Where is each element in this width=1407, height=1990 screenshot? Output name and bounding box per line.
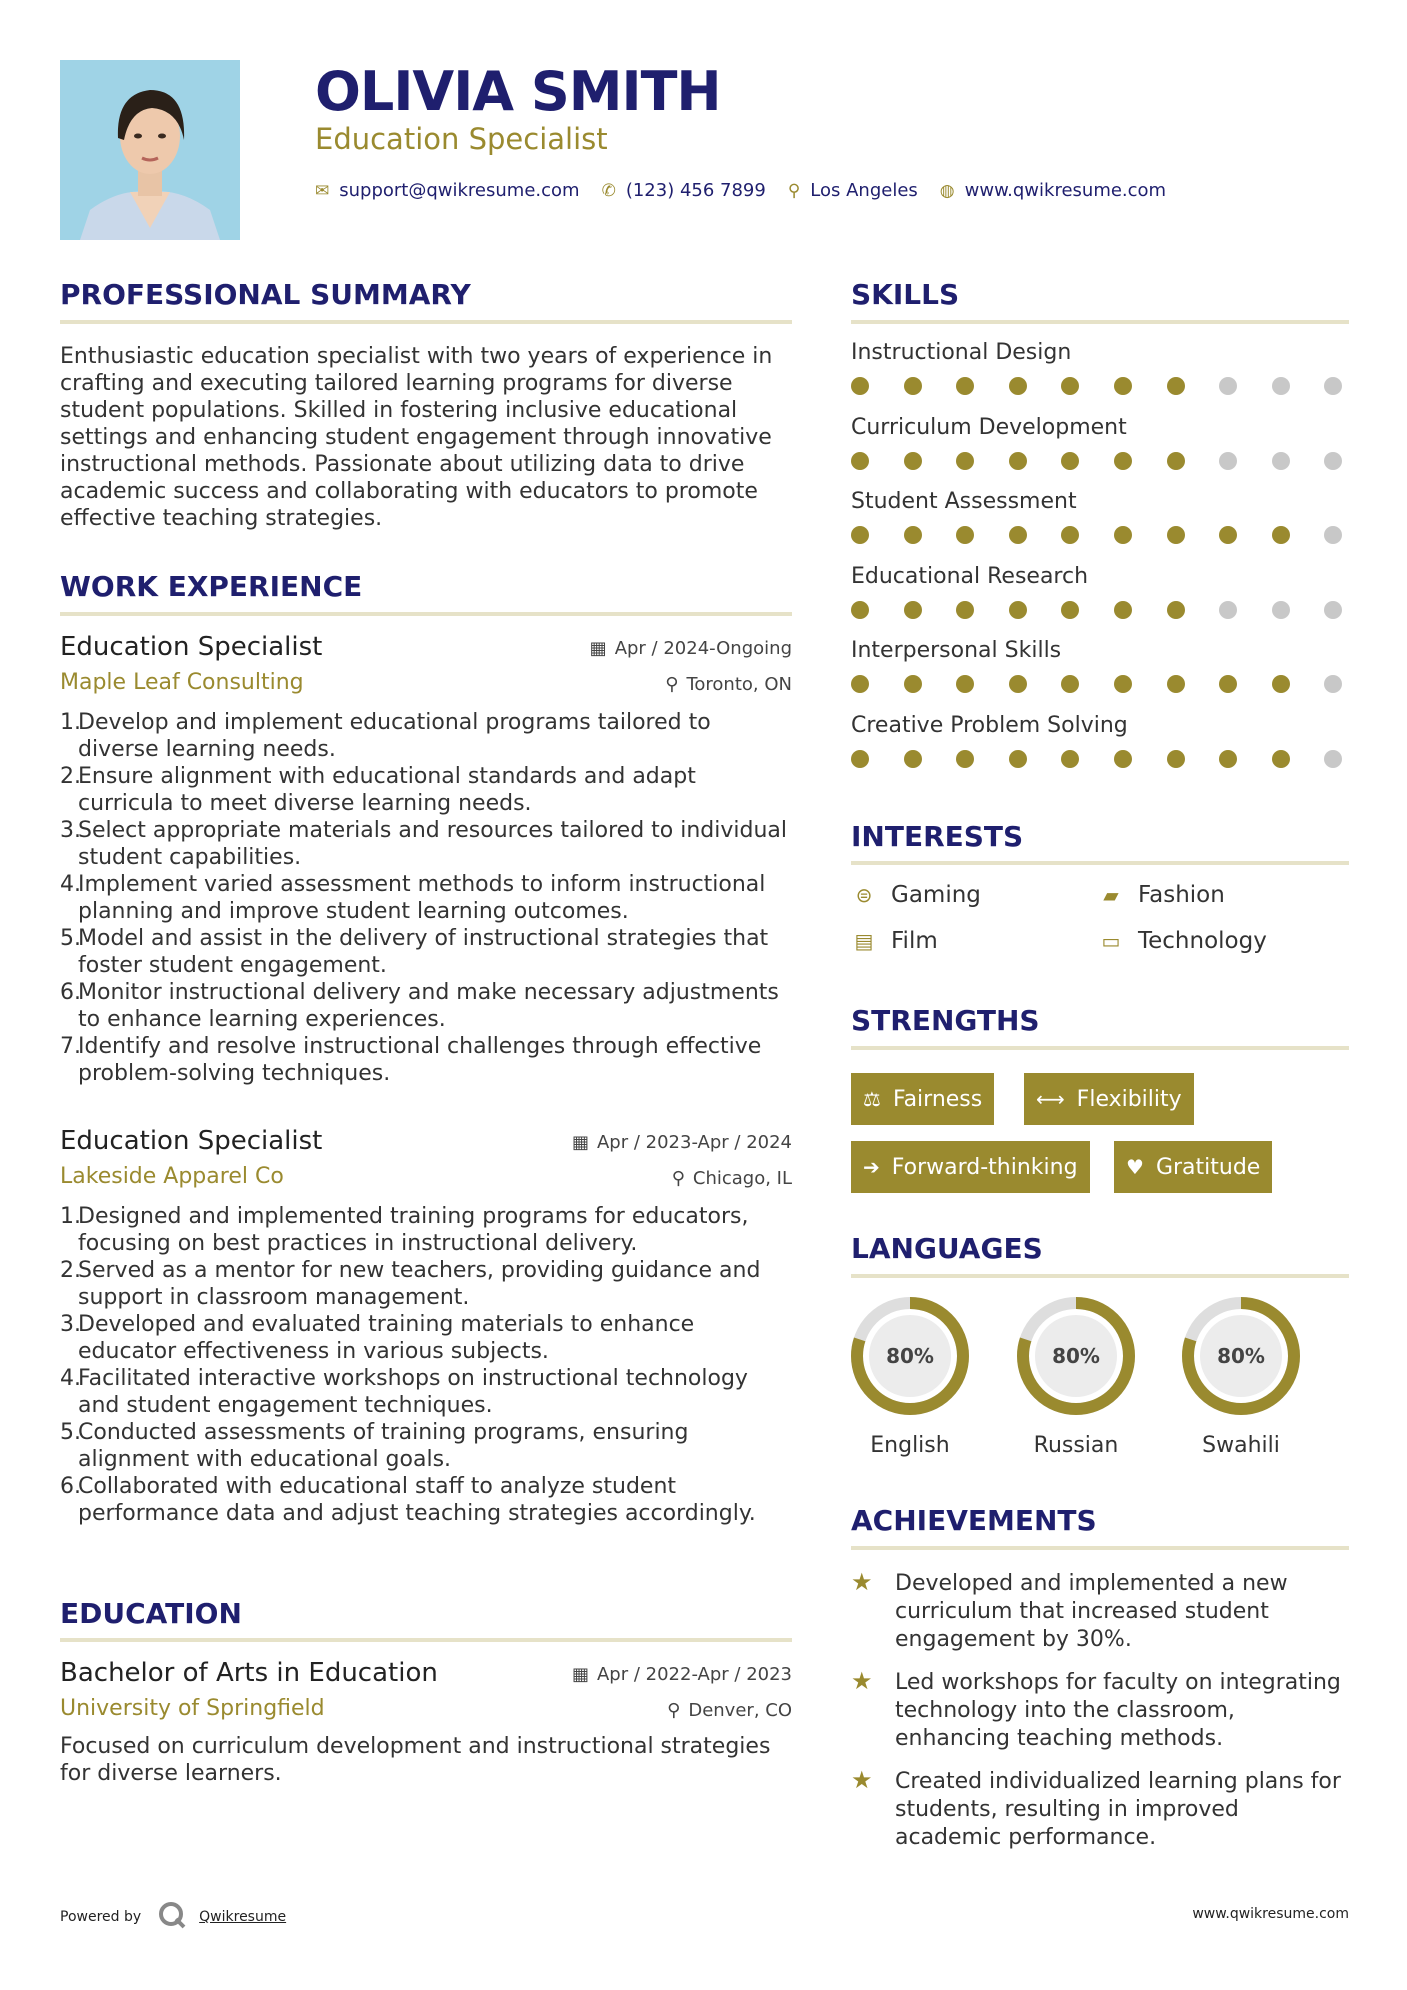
bullet-text: Select appropriate materials and resources tailored to individual student capabilities. (78, 818, 788, 870)
bullet-item (60, 1033, 792, 1087)
location-text: Los Angeles (810, 180, 918, 201)
pin-icon: ⚲ (671, 1168, 685, 1189)
skill-name: Instructional Design (851, 340, 1072, 365)
bullet-text: Implement varied assessment methods to inform instructional planning and improve student learning outcomes. (78, 872, 766, 924)
map-pin-icon: ⚲ (787, 180, 801, 201)
education-location-text: Denver, CO (688, 1700, 792, 1721)
bullet-text: Collaborated with educational staff to analyze student performance data and adjust teaching strategies accordingly. (78, 1474, 756, 1526)
laptop-icon: ▭ (1101, 929, 1121, 953)
rating-dot-filled (1272, 526, 1290, 544)
language-name: Swahili (1202, 1433, 1280, 1458)
section-divider (851, 1274, 1349, 1278)
job-bullets (60, 1203, 792, 1527)
bullet-number: 5. (60, 926, 81, 951)
bullet-number: 4. (60, 872, 81, 897)
bullet-text: Identify and resolve instructional challenges through effective problem-solving techniques. (78, 1034, 762, 1086)
language-item (1178, 1293, 1304, 1458)
interest-technology (1098, 928, 1267, 954)
section-divider (851, 861, 1349, 865)
qwikresume-logo-icon (157, 1900, 187, 1934)
bullet-item (60, 763, 792, 817)
skill-item (851, 340, 1349, 397)
bullet-text: Monitor instructional delivery and make necessary adjustments to enhance learning experiences. (78, 980, 779, 1032)
rating-dot-filled (1009, 750, 1027, 768)
language-name: Russian (1033, 1433, 1119, 1458)
rating-dot-filled (904, 601, 922, 619)
job-date-text: Apr / 2023-Apr / 2024 (596, 1132, 792, 1153)
film-icon: ▤ (854, 929, 874, 953)
language-item (847, 1293, 973, 1458)
contact-phone[interactable] (602, 180, 766, 201)
candidate-title: Education Specialist (315, 122, 608, 156)
job-company: Lakeside Apparel Co (60, 1164, 284, 1189)
interest-label: Film (891, 928, 938, 954)
rating-dot-filled (1219, 526, 1237, 544)
skill-rating (851, 526, 1349, 546)
bullet-item (60, 1473, 792, 1527)
bullet-number: 4. (60, 1366, 81, 1391)
brand-link[interactable]: Qwikresume (199, 1909, 287, 1925)
rating-dot-filled (1009, 526, 1027, 544)
rating-dot-filled (1167, 452, 1185, 470)
bullet-item (60, 817, 792, 871)
rating-dot-filled (904, 377, 922, 395)
arrows-icon: ⟷ (1036, 1087, 1065, 1111)
bullet-number: 2. (60, 764, 81, 789)
email-text: support@qwikresume.com (339, 180, 580, 201)
rating-dot-filled (1061, 675, 1079, 693)
bullet-text: Conducted assessments of training programs, ensuring alignment with educational goals. (78, 1420, 689, 1472)
skill-name: Curriculum Development (851, 414, 1127, 440)
rating-dot-filled (851, 750, 869, 768)
gamepad-icon: ⊜ (855, 883, 873, 907)
rating-dot-filled (1167, 377, 1185, 395)
rating-dot-filled (1167, 526, 1185, 544)
language-percent: 80% (886, 1344, 934, 1368)
rating-dot-empty (1324, 675, 1342, 693)
rating-dot-filled (1009, 601, 1027, 619)
skill-name: Student Assessment (851, 489, 1077, 514)
education-location (667, 1700, 792, 1721)
job-bullets (60, 709, 792, 1087)
bullet-item (60, 1203, 792, 1257)
language-progress-ring (847, 1293, 973, 1419)
rating-dot-filled (904, 750, 922, 768)
calendar-icon: ▦ (571, 1132, 589, 1153)
skill-rating (851, 452, 1349, 472)
section-heading-strengths: STRENGTHS (851, 1004, 1040, 1037)
rating-dot-filled (1061, 452, 1079, 470)
skill-item (851, 415, 1349, 472)
bullet-item (60, 871, 792, 925)
section-heading-skills: SKILLS (851, 278, 960, 311)
pin-icon: ⚲ (667, 1700, 681, 1721)
rating-dot-empty (1324, 377, 1342, 395)
skill-item (851, 489, 1349, 546)
skill-name: Educational Research (851, 563, 1089, 589)
skill-rating (851, 750, 1349, 770)
section-divider (60, 612, 792, 616)
profile-photo-illustration (60, 60, 240, 240)
profile-photo (60, 60, 240, 240)
rating-dot-filled (1167, 675, 1185, 693)
rating-dot-empty (1219, 377, 1237, 395)
language-progress-ring (1178, 1293, 1304, 1419)
rating-dot-empty (1272, 452, 1290, 470)
bag-icon: ▰ (1103, 883, 1119, 907)
strength-chip-gratitude (1114, 1141, 1272, 1193)
achievement-item (851, 1570, 1351, 1654)
rating-dot-filled (851, 601, 869, 619)
rating-dot-filled (851, 452, 869, 470)
rating-dot-filled (1272, 750, 1290, 768)
envelope-icon: ✉ (315, 180, 330, 201)
section-divider (60, 1638, 792, 1642)
rating-dot-filled (1061, 601, 1079, 619)
arrow-right-icon: ➔ (863, 1155, 880, 1179)
rating-dot-filled (1219, 750, 1237, 768)
heart-icon: ♥ (1126, 1155, 1144, 1179)
rating-dot-filled (904, 675, 922, 693)
job-location (665, 674, 792, 695)
section-divider (851, 320, 1349, 324)
skill-name: Interpersonal Skills (851, 638, 1062, 663)
job-location (672, 1168, 792, 1189)
degree-title: Bachelor of Arts in Education (60, 1658, 438, 1688)
job-entry-2 (60, 1126, 792, 1527)
rating-dot-empty (1272, 601, 1290, 619)
job-location-text: Toronto, ON (686, 674, 792, 695)
language-name: English (870, 1433, 950, 1458)
job-title: Education Specialist (60, 632, 323, 662)
rating-dot-filled (1167, 601, 1185, 619)
rating-dot-empty (1219, 452, 1237, 470)
rating-dot-filled (851, 526, 869, 544)
contact-website[interactable] (940, 180, 1166, 201)
job-date-text: Apr / 2024-Ongoing (614, 638, 792, 659)
achievement-text: Created individualized learning plans for students, resulting in improved academic performance. (895, 1769, 1341, 1850)
contact-email[interactable] (315, 180, 580, 201)
bullet-text: Ensure alignment with educational standards and adapt curricula to meet diverse learning needs. (78, 764, 696, 816)
achievement-item (851, 1669, 1351, 1753)
bullet-number: 6. (60, 1474, 81, 1499)
rating-dot-filled (1114, 750, 1132, 768)
achievement-item (851, 1768, 1351, 1852)
bullet-text: Developed and evaluated training materials to enhance educator effectiveness in various subjects. (78, 1312, 695, 1364)
rating-dot-filled (956, 750, 974, 768)
bullet-item (60, 925, 792, 979)
rating-dot-filled (1009, 377, 1027, 395)
interest-label: Technology (1138, 928, 1267, 954)
job-entry-1 (60, 632, 792, 1087)
bullet-item (60, 1419, 792, 1473)
rating-dot-empty (1219, 601, 1237, 619)
language-percent: 80% (1217, 1344, 1265, 1368)
skill-rating (851, 377, 1349, 397)
section-heading-work: WORK EXPERIENCE (60, 570, 363, 603)
bullet-number: 6. (60, 980, 81, 1005)
strength-label: Gratitude (1155, 1154, 1261, 1180)
job-company: Maple Leaf Consulting (60, 670, 304, 695)
rating-dot-filled (956, 601, 974, 619)
bullet-item (60, 709, 792, 763)
rating-dot-filled (956, 377, 974, 395)
achievement-text: Led workshops for faculty on integrating technology into the classroom, enhancing teaching methods. (895, 1670, 1341, 1751)
school-name: University of Springfield (60, 1696, 325, 1721)
rating-dot-filled (1114, 675, 1132, 693)
contact-location (788, 180, 918, 201)
bullet-item (60, 1365, 792, 1419)
section-heading-education: EDUCATION (60, 1597, 242, 1630)
skill-name: Creative Problem Solving (851, 712, 1128, 738)
star-icon: ★ (851, 1568, 873, 1596)
skill-rating (851, 601, 1349, 621)
achievement-text: Developed and implemented a new curriculum that increased student engagement by 30%. (895, 1571, 1288, 1652)
bullet-text: Served as a mentor for new teachers, providing guidance and support in classroom management. (78, 1258, 761, 1310)
rating-dot-filled (1061, 377, 1079, 395)
rating-dot-filled (956, 675, 974, 693)
summary-text: Enthusiastic education specialist with two years of experience in crafting and executing tailored learning programs for diverse student populations. Skilled in fostering inclusive educational settings and enhancing student engagement through innovative instructional methods. Passionate about utilizing data to drive academic success and collaborating with educators to promote effective teaching strategies. (60, 344, 773, 531)
education-date (572, 1664, 792, 1685)
star-icon: ★ (851, 1667, 873, 1695)
job-date (590, 638, 792, 659)
strength-label: Flexibility (1076, 1086, 1182, 1112)
contact-bar (315, 180, 1188, 201)
bullet-number: 7. (60, 1034, 81, 1059)
strength-label: Fairness (892, 1086, 983, 1112)
rating-dot-filled (1114, 377, 1132, 395)
strength-label: Forward-thinking (891, 1154, 1078, 1180)
bullet-text: Designed and implemented training programs for educators, focusing on best practices in instructional delivery. (78, 1204, 749, 1256)
pin-icon: ⚲ (665, 674, 679, 695)
globe-icon: ◍ (939, 180, 955, 201)
rating-dot-filled (1061, 526, 1079, 544)
rating-dot-filled (904, 452, 922, 470)
bullet-number: 3. (60, 818, 81, 843)
job-date (572, 1132, 792, 1153)
rating-dot-filled (1009, 675, 1027, 693)
rating-dot-filled (1167, 750, 1185, 768)
rating-dot-filled (1114, 526, 1132, 544)
calendar-icon: ▦ (589, 638, 607, 659)
section-divider (851, 1046, 1349, 1050)
interest-label: Gaming (891, 882, 981, 908)
section-divider (851, 1546, 1349, 1550)
rating-dot-empty (1324, 526, 1342, 544)
skill-item (851, 638, 1349, 695)
scale-icon: ⚖ (863, 1087, 881, 1111)
rating-dot-filled (1061, 750, 1079, 768)
rating-dot-empty (1272, 377, 1290, 395)
section-divider (60, 320, 792, 324)
rating-dot-filled (1114, 452, 1132, 470)
bullet-number: 1. (60, 710, 81, 735)
interest-label: Fashion (1138, 882, 1225, 908)
phone-text: (123) 456 7899 (625, 180, 766, 201)
rating-dot-empty (1324, 452, 1342, 470)
website-text: www.qwikresume.com (964, 180, 1167, 201)
section-heading-languages: LANGUAGES (851, 1232, 1043, 1265)
job-location-text: Chicago, IL (692, 1168, 792, 1189)
rating-dot-empty (1324, 750, 1342, 768)
skill-item (851, 713, 1349, 770)
section-heading-achievements: ACHIEVEMENTS (851, 1504, 1097, 1537)
strength-chip-flexibility (1024, 1073, 1194, 1125)
interest-film (851, 928, 938, 954)
bullet-number: 1. (60, 1204, 81, 1229)
bullet-text: Develop and implement educational programs tailored to diverse learning needs. (78, 710, 711, 762)
bullet-text: Model and assist in the delivery of instructional strategies that foster student engagement. (78, 926, 769, 978)
education-entry (60, 1658, 792, 1787)
section-heading-summary: PROFESSIONAL SUMMARY (60, 278, 471, 311)
strength-chip-forward-thinking (851, 1141, 1090, 1193)
skill-rating (851, 675, 1349, 695)
skill-item (851, 564, 1349, 621)
interest-gaming (851, 882, 981, 908)
rating-dot-filled (904, 526, 922, 544)
star-icon: ★ (851, 1766, 873, 1794)
rating-dot-filled (1009, 452, 1027, 470)
powered-by-text: Powered by (60, 1909, 142, 1925)
strength-chip-fairness (851, 1073, 994, 1125)
bullet-text: Facilitated interactive workshops on instructional technology and student engagement techniques. (78, 1366, 748, 1418)
rating-dot-filled (1219, 675, 1237, 693)
phone-icon: ✆ (601, 180, 616, 201)
interest-fashion (1098, 882, 1225, 908)
education-date-text: Apr / 2022-Apr / 2023 (596, 1664, 792, 1685)
bullet-number: 5. (60, 1420, 81, 1445)
language-item (1013, 1293, 1139, 1458)
language-percent: 80% (1052, 1344, 1100, 1368)
language-progress-ring (1013, 1293, 1139, 1419)
footer-powered-by (60, 1900, 286, 1934)
rating-dot-filled (1114, 601, 1132, 619)
bullet-item (60, 1257, 792, 1311)
rating-dot-filled (1272, 675, 1290, 693)
bullet-number: 3. (60, 1312, 81, 1337)
education-description: Focused on curriculum development and instructional strategies for diverse learners. (60, 1734, 771, 1786)
rating-dot-filled (851, 675, 869, 693)
rating-dot-filled (956, 526, 974, 544)
job-title: Education Specialist (60, 1126, 323, 1156)
footer-website[interactable]: www.qwikresume.com (1192, 1906, 1349, 1922)
section-heading-interests: INTERESTS (851, 820, 1024, 853)
rating-dot-filled (851, 377, 869, 395)
bullet-item (60, 979, 792, 1033)
bullet-item (60, 1311, 792, 1365)
calendar-icon: ▦ (571, 1664, 589, 1685)
candidate-name: OLIVIA SMITH (315, 60, 721, 123)
rating-dot-empty (1324, 601, 1342, 619)
bullet-number: 2. (60, 1258, 81, 1283)
rating-dot-filled (956, 452, 974, 470)
